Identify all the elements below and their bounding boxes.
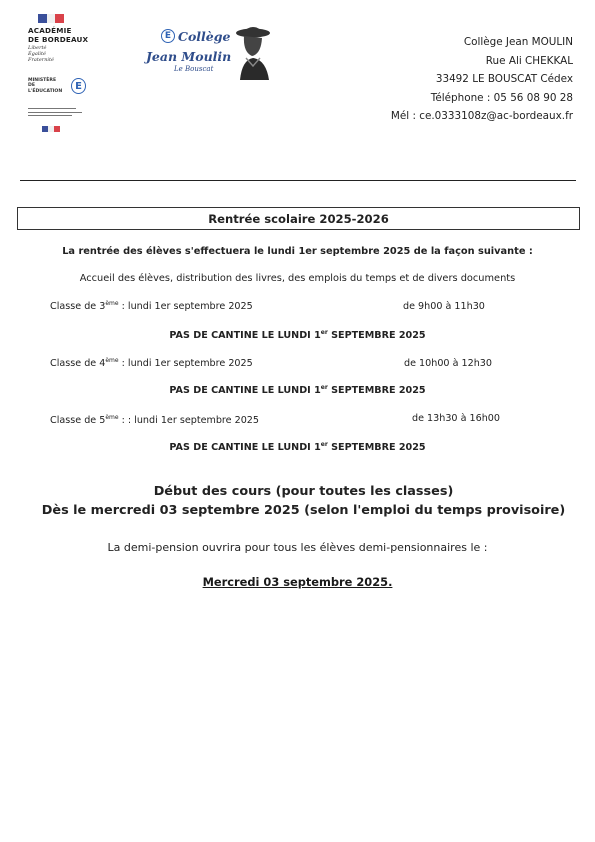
demipension-line: La demi-pension ouvrira pour tous les élèves demi-pensionnaires le :	[107, 541, 488, 554]
class-3-label: Classe de 3	[50, 301, 106, 312]
french-flag-small-icon	[42, 126, 60, 132]
courses-line2: Dès le mercredi 03 septembre 2025 (selon l'emploi du temps provisoire)	[41, 503, 566, 518]
class-3-sup: ème	[105, 299, 119, 307]
academie-line2: DE BORDEAUX	[28, 34, 89, 44]
academie-line1: ACADÉMIE	[28, 26, 72, 35]
demipension-date	[0, 571, 595, 590]
class-5-sup: ème	[105, 413, 119, 421]
college-logo	[142, 24, 274, 80]
motto-fraternite: Fraternité	[28, 57, 54, 63]
address-name: Collège Jean MOULIN	[463, 36, 573, 48]
class-3-note-a: PAS DE CANTINE LE LUNDI 1	[169, 330, 321, 341]
class-5-note-sup: er	[320, 440, 328, 448]
class-3-note-sup: er	[320, 328, 328, 336]
class-4-note-sup: er	[320, 383, 328, 391]
class-4-date: : lundi 1er septembre 2025	[118, 358, 253, 369]
french-flag-icon	[38, 14, 64, 23]
ministry-divider-3	[28, 115, 72, 116]
address-email: Mél : ce.0333108z@ac-bordeaux.fr	[390, 110, 573, 122]
class-4-row	[50, 358, 253, 369]
class-3-note-b: SEPTEMBRE 2025	[327, 330, 426, 341]
ministry-logo	[28, 78, 86, 132]
class-5-note-a: PAS DE CANTINE LE LUNDI 1	[169, 442, 321, 453]
college-word: Collège	[178, 29, 231, 44]
ministry-divider	[28, 108, 76, 109]
jean-moulin-portrait-icon	[232, 24, 274, 80]
class-3-date: : lundi 1er septembre 2025	[118, 301, 253, 312]
class-4-note-b: SEPTEMBRE 2025	[327, 385, 426, 396]
ministry-divider-2	[28, 112, 82, 113]
class-4-note	[0, 385, 595, 396]
class-5-note-b: SEPTEMBRE 2025	[327, 442, 426, 453]
education-e-icon: E	[71, 78, 86, 94]
address-street: Rue Ali CHEKKAL	[485, 54, 573, 67]
subintro-line: Accueil des élèves, distribution des livres, des emplois du temps et de divers documents	[79, 273, 516, 284]
address-city: 33492 LE BOUSCAT Cédex	[435, 73, 573, 85]
college-town: Le Bouscat	[174, 65, 214, 73]
class-5-note	[0, 442, 595, 453]
class-3-note	[0, 330, 595, 341]
class-5-date: : : lundi 1er septembre 2025	[118, 415, 260, 426]
class-5-label: Classe de 5	[50, 415, 106, 426]
class-4-label: Classe de 4	[50, 358, 106, 369]
school-address	[391, 33, 573, 126]
courses-line1: Début des cours (pour toutes les classes)	[153, 484, 454, 499]
class-5-time: de 13h30 à 16h00	[412, 413, 501, 424]
class-4-sup: ème	[105, 356, 119, 364]
motto-egalite: Égalité	[28, 51, 46, 57]
header-divider	[20, 180, 576, 181]
ministry-name-line2: DE L'ÉDUCATION	[28, 83, 63, 94]
intro-line: La rentrée des élèves s'effectuera le lundi 1er septembre 2025 de la façon suivante :	[62, 246, 533, 257]
class-4-note-a: PAS DE CANTINE LE LUNDI 1	[169, 385, 321, 396]
academie-logo	[28, 14, 88, 63]
title-box	[17, 207, 580, 230]
motto-liberte: Liberté	[28, 45, 47, 51]
class-4-time: de 10h00 à 12h30	[404, 358, 493, 369]
class-3-time: de 9h00 à 11h30	[403, 301, 485, 312]
college-name: Jean Moulin	[146, 49, 232, 64]
class-3-row	[50, 301, 253, 312]
address-phone: Téléphone : 05 56 08 90 28	[430, 91, 573, 104]
demipension-date-text: Mercredi 03 septembre 2025.	[202, 575, 393, 589]
ministry-name-line1: MINISTÈRE	[28, 78, 57, 83]
page-title: Rentrée scolaire 2025-2026	[208, 212, 389, 226]
college-e-icon: E	[161, 29, 175, 43]
class-5-row	[50, 415, 259, 426]
